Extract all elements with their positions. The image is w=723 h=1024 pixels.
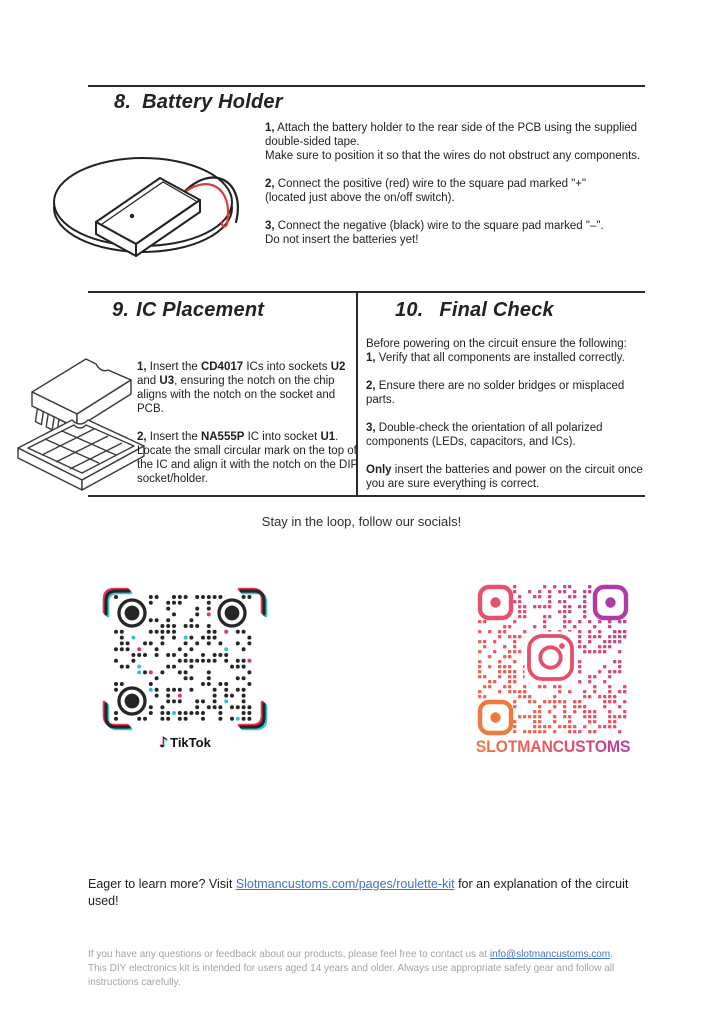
step-text: 1, Verify that all components are installed correctly. [366,352,625,364]
section9-title: IC Placement [136,299,265,321]
instagram-handle-label: SLOTMANCUSTOMS [470,738,635,757]
section10-title: Final Check [439,299,554,321]
tiktok-note-icon: ♪ [159,735,169,751]
battery-holder-illustration [46,140,246,264]
section9-heading [112,299,264,322]
section10-steps [366,337,648,491]
step-text: 1, Insert the CD4017 ICs into sockets U2 and U3, ensuring the notch on the chip aligns with the notch on the socket and PCB. [137,361,346,415]
section8-top-rule [88,85,645,87]
step-text: Only insert the batteries and power on the circuit once you are sure everything is correct. [366,464,643,490]
hyperlink[interactable]: info@slotmancustoms.com [489,949,611,960]
footer-contact-line: If you have any questions or feedback about our products, please feel free to contact us at info@slotmancustoms.com. [88,949,613,960]
step-text: 2, Insert the NA555P IC into socket U1. Locate the small circular mark on the top of the IC and align it with the notch on the DIP socket/holder. [137,431,358,485]
step-text: Before powering on the circuit ensure the following: [366,338,627,350]
section8-title: Battery Holder [142,91,283,113]
step-text: Make sure to position it so that the wires do not obstruct any components. [265,150,641,162]
footer-safety-line: This DIY electronics kit is intended for users aged 14 years and older. Always use appropriate safety gear and follow all instructions carefully. [88,963,615,988]
tiktok-qr-code [99,584,271,734]
step-text: Do not insert the batteries yet! [265,234,419,246]
step-text: 3, Double-check the orientation of all polarized components (LEDs, capacitors, and ICs). [366,422,603,448]
section9-steps [137,360,359,486]
step-text: 3, Connect the negative (black) wire to the square pad marked "–". [265,220,604,232]
ic-chip-socket-illustration [12,342,154,496]
socials-heading: Stay in the loop, follow our socials! [261,514,462,529]
section9-number: 9. [112,299,130,321]
instagram-qr-block [467,583,639,757]
hyperlink[interactable]: Slotmancustoms.com/pages/roulette-kit [235,877,455,891]
step-text: 1, Attach the battery holder to the rear side of the PCB using the supplied double-sided tape. [265,122,638,148]
tiktok-logo [99,735,271,751]
instagram-qr-code [467,583,639,736]
section8-steps [265,121,647,247]
midbox-bottom-rule [88,495,645,497]
footer [88,948,645,990]
midbox-top-rule [88,291,645,293]
learn-more-text: Eager to learn more? Visit Slotmancustoms.com/pages/roulette-kit for an explanation of the circuit used! [88,877,629,908]
tiktok-qr-block [99,584,271,751]
section10-heading [395,299,554,322]
section8-heading [114,91,283,114]
section10-number: 10. [395,299,424,321]
step-text: (located just above the on/off switch). [265,192,455,204]
section8-number: 8. [114,91,132,113]
step-text: 2, Ensure there are no solder bridges or misplaced parts. [366,380,625,406]
tiktok-logo-label: TikTok [170,735,211,750]
step-text: 2, Connect the positive (red) wire to the square pad marked "+" [265,178,587,190]
